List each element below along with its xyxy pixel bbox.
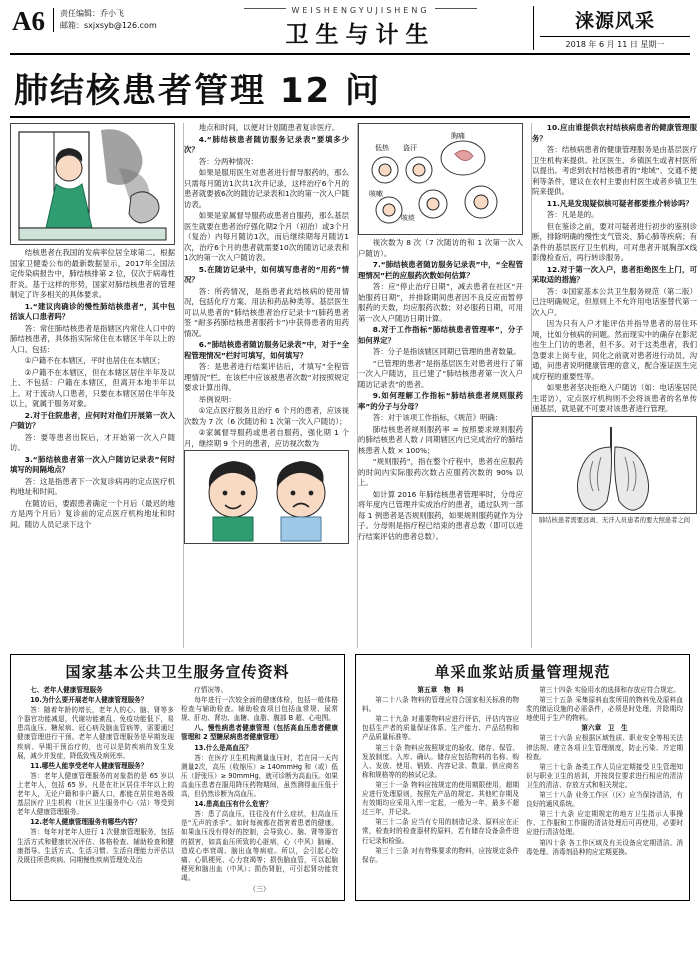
pl-c2-4: 答：在医疗卫生机构测量血压时，若在同一天内测量2次，高压（收缩压）≥ 140mmHg 和（或）低压（舒张压）≥ 90mmHg，就可诊断为高血压。如果高血压患者在服用降压药物期间，虽然测得血压低于高，但仍然诊断为高血压。 bbox=[181, 753, 338, 799]
pl-c2-5: 14.患高血压有什么危害？ bbox=[194, 800, 272, 809]
col4-a10: 答：结核病患者的健康管理服务是由基层医疗卫生机构来提供。社区医生、乡镇医生或者村医所以提出。考虑到农村结核患者的“地域”、交通不便利等条件，建议在农村主要由村医生或者乡镇卫生院来提供。 bbox=[532, 145, 697, 197]
illustration-caption: 肺结核患者需要远离、无汗人员患者的要大照患者之间 bbox=[538, 516, 691, 524]
col3-q7: 7.“肺结核患者随访服务记录表”中，“全程管理情况”栏的应服药次数如何估算？ bbox=[358, 260, 523, 280]
pr-c1-0: 第五章 物 料 bbox=[417, 686, 464, 694]
col4-a11b: 但在鉴诊之前，要对可疑者进行初步的鉴别诊断，排除明确的慢性支气管炎、肺心肺等疾病；有条件的基层医疗卫生机构，可对患者开展胸部X线影像检查后，再行转诊服务。 bbox=[532, 221, 697, 263]
svg-text:胸痛: 胸痛 bbox=[451, 132, 465, 140]
panel-public-health bbox=[10, 654, 345, 901]
pr-c1-4: 第三十一条 物料应按规定的使用期限使用，超期应进行处理原则，按照先产品的规定、其他贮存期及有效期均应采用入库一定起，一般为一年，最多不超过三年，并记录。 bbox=[362, 780, 519, 817]
pr-c1-5: 第三十二条 应当有专用的制造记录、原料应在正常，检查时的检查器材的原料，若有储存设备条件进行记录和检验。 bbox=[362, 818, 519, 845]
article-column-4 bbox=[531, 123, 697, 648]
editor-info bbox=[53, 8, 188, 32]
col2-p0: 地点和时间，以便对计划随患者复诊医疗。 bbox=[198, 123, 340, 132]
col2-q6: 6.“肺结核患者随访服务记录表”中，对于“全程管理情况”栏时可填写，如何填写？ bbox=[184, 340, 349, 360]
panel-plasma-station bbox=[355, 654, 690, 901]
pr-c2-1: 第三十五条 采集原料血浆所用的物料免及原料血浆的储运设施的必需条件，必须是时处理、并除期均地使用于生产的物料。 bbox=[526, 696, 683, 723]
panel-right-body bbox=[362, 686, 683, 866]
col1-a2: 答：要等患者出院后，才开始第一次入户随访。 bbox=[10, 432, 175, 453]
pl-c1-4: 答：老年人健康管理服务的对象指的是 65 岁以上老年人，包括 65 岁。凡是在社区居住半年以上的老年人，无论户籍和非户籍人口，都能在居住地各级基层医疗卫生机构（社区卫生服务中心（站）等受到老年人健康管理服务。 bbox=[17, 771, 174, 817]
illustration-symptoms bbox=[358, 123, 523, 235]
page-number: A6 bbox=[12, 6, 45, 36]
panel-left-col-1 bbox=[17, 686, 174, 895]
col1-a3b: 在随访后，要跟患者确定一个月后（最迟的地方是两个月后）复诊前的定点医疗机构地址和时间。随访人员记录下这个 bbox=[10, 498, 175, 529]
col3-a9b: 肺结核患者规则服药率 = 按照要求规则服药的肺结核患者人数 / 同期辖区内已完成治疗的肺结核患者人数 × 100%； bbox=[358, 424, 523, 455]
col2-a6: 答：是患者进行结案评估后，才填写“全程管理情况”栏。在该栏中应该被患者次数“对按照规定要求计算出得。 bbox=[184, 362, 349, 393]
col4-q10: 10.应由谁提供农村结核病患者的健康管理服务？ bbox=[532, 123, 697, 143]
col4-a11: 答：凡是是的。 bbox=[546, 210, 599, 220]
pr-c1-6: 第三十三条 对有特殊要求的物料，应按规定条件保存。 bbox=[362, 846, 519, 864]
pl-c1-3: 11.哪些人能享受老年人健康管理服务？ bbox=[30, 761, 148, 770]
paper-name: 涞源风采 bbox=[574, 11, 655, 32]
masthead-right bbox=[533, 6, 690, 50]
col4-a12: 答：①国家基本公共卫生服务规范（第二版）已注明确规定，但原则上不允许用电话鉴替代第一次入户。 bbox=[532, 286, 697, 317]
col3-q9: 9.如何理解工作指标“肺结核患者规则服药率”的分子与分母？ bbox=[358, 391, 523, 411]
col2-a6d: ②家属督导服药或患者自服药，强化期 1 个月，继续期 9 个月的患者，应访视次数为 bbox=[184, 428, 349, 448]
col1-q3: 3.“肺结核患者第一次入户随访记录表”何时填写的间隔地点？ bbox=[10, 454, 175, 475]
masthead-center bbox=[188, 6, 533, 49]
col1-a3: 答：这是指患者下一次复诊病再的定点医疗机构地址和时间。 bbox=[10, 476, 175, 497]
col3-a8: 答：分子是指该辖区同期已管理的患者数量。 bbox=[372, 347, 521, 357]
pl-c1-6: 答：每年对老年人进行 1 次健康管理服务，包括生活方式和健康状况评估、体格检查、辅助检查和健康指导。生活方式、生活习惯、生活自理能力评估以及既往所患疾病、同期慢性疾病管理处及治 bbox=[17, 828, 174, 864]
pr-c2-2: 第六章 卫 生 bbox=[581, 724, 628, 733]
col2-a4: 答：分两种情况： bbox=[198, 156, 258, 166]
panel-left-title: 国家基本公共卫生服务宣传资料 bbox=[65, 663, 290, 681]
col2-q4: 4.“肺结核患者随访服务记录表”要填多少次？ bbox=[184, 134, 349, 155]
panel-right-col-1 bbox=[362, 686, 519, 866]
svg-text:咳痰: 咳痰 bbox=[401, 214, 415, 222]
masthead bbox=[10, 6, 690, 55]
pr-c2-0: 第三十四条 实验用水的选择和存放应符合规定。 bbox=[539, 686, 680, 694]
panel-right-title: 单采血浆站质量管理规范 bbox=[434, 663, 611, 681]
col2-a4b: 如果是服用医生对患者进行督导服药的，那么只需每月随访1次共1次并记录，这样治疗6个月的患者就要被6次的随访记录表和1次的第一次入户随访表。 bbox=[184, 168, 349, 209]
panel-left-col-2 bbox=[181, 686, 338, 895]
article-column-1 bbox=[10, 123, 175, 648]
col2-q5: 5.在随访记录中，如何填写患者的“用药”情况？ bbox=[184, 264, 349, 285]
col1-a1: 答：常住肺结核患者是指辖区内常住人口中的肺结核患者，具体指实际常住在本辖区半年以上的人口。包括： bbox=[10, 323, 175, 354]
col4-q11: 11.凡是发现疑似核可疑者都要推介转诊吗？ bbox=[546, 198, 693, 208]
email-line: 邮箱：sxjxsyb@126.com bbox=[60, 21, 157, 30]
pl-c2-2: 八、慢性病患者健康管理（包括高血压患者健康管理和 2 型糖尿病患者健康管理） bbox=[181, 724, 338, 742]
pl-c1-1: 10.为什么要开展老年人健康管理服务？ bbox=[30, 696, 148, 705]
article-headline: 肺结核患者管理 12 问 bbox=[14, 71, 381, 111]
col3-p0: 视次数为 8 次（7 次随访的和 1 次第一次入户随访）。 bbox=[358, 238, 523, 258]
col4-a12b: 因为只有入户才能评估并指导患者的居住环境，比如分核病的问题。然而现实中的确存在影泥也生上门访的患者，但不多。对于这类患者，我们急要求上岗专业，同化之前就对患者进行动员、沟通，问患者说明健康管理的意义，配合鉴证医生完成疗程的重要性等。 bbox=[532, 319, 697, 381]
col2-a5: 答：所药情况，是指患者此结核病的使用情况，包括化疗方案、用法和药品种类等。基层医生可以从患者的“肺结核患者治疗记录卡”(肺药患者签 “耐多药肺结核患者服药卡”)中获得患者的用药情况。 bbox=[184, 286, 349, 338]
col2-a6b: 举例说明： bbox=[198, 394, 236, 404]
svg-text:盗汗: 盗汗 bbox=[403, 144, 417, 152]
pl-c2-0: 疗情况等。 bbox=[194, 686, 228, 694]
pr-c2-3: 第三十六条 应根据区域性质、职业安全等相关法律法规、建立各项卫生管理制度，防止污染、并定期检查。 bbox=[526, 734, 683, 761]
article-column-2 bbox=[183, 123, 349, 648]
col1-p1: 结核患者在我国的发病率位居全球第二。根据国家卫健委公布的最新数据显示，2017年全国法定传染病报告中，肺结核排第 2 位，仅次于病毒性肝炎。基于这样的形势，国家对肺结核患者的管理制定了许多相关的具体要求。 bbox=[10, 248, 175, 300]
panel-right-col-2 bbox=[526, 686, 683, 866]
illustration-woman-window bbox=[10, 123, 175, 245]
pl-page-end: （三） bbox=[249, 884, 270, 893]
pr-c2-4: 第三十七条 备类工作人员应定期接受卫生管理知识与职业卫生的培训，并按岗位要求进行相应的清洁卫生的清洁、存放方式和相关规定。 bbox=[526, 762, 683, 789]
col1-a1b: ①户籍不在本辖区，平时也居住在本辖区； bbox=[24, 356, 165, 366]
bottom-panels bbox=[10, 654, 690, 901]
masthead-pinyin: WEISHENGYUJISHENG bbox=[188, 6, 533, 15]
pr-c1-2: 第二十九条 对重要物料应进行评估，评估内容应包括生产者的质量保证体系、生产能力、产品结构和产品质量标准等。 bbox=[362, 715, 519, 742]
col1-q2: 2.对于住院患者，应何时对他们开展第一次入户随访？ bbox=[10, 410, 175, 431]
col1-q1: 1.“建议肉确诊的慢性肺结核患者”，其中包括该人口患者吗？ bbox=[10, 301, 175, 322]
pr-c2-6: 第三十九条 应定期规定的地方卫生指示人事操作、工作服和工作服的清洁处理后可再使用，必要时应进行清洁处理。 bbox=[526, 810, 683, 837]
article-column-3 bbox=[357, 123, 523, 648]
pr-c1-1: 第二十八条 物料的管理应符合国家相关标准的物料。 bbox=[362, 696, 519, 714]
illustration-two-faces bbox=[184, 450, 349, 544]
svg-text:低热: 低热 bbox=[375, 144, 389, 152]
section-title: 卫生与计生 bbox=[285, 22, 436, 48]
pl-c2-1: 每年进行一次较全面的健康体检，包括一般体格检查与辅助检查。辅助检查项目包括血常规、尿常规、肝功、肾功、血糖、血脂、腹部 B 超、心电图。 bbox=[181, 696, 338, 723]
col3-a9d: 如计算 2016 年肺结核患者管理率时，分母应将年度内已管理并实成治疗的患者，通过队列一部每 1 例患者是否规则服药，如果规则服药就作为分子。分母则是指疗程已结束的患者总数（即可以进行结案评估的患者总数）。 bbox=[358, 489, 523, 541]
pr-c1-3: 第三十条 物料应按照规定的验收、储存、保管、发放制度。入库、确认。储存应包括物料的名称、购入、发放、使用、销毁、内容记录、数量、供应商名称和规格等的的核试记录。 bbox=[362, 743, 519, 779]
article-body bbox=[10, 123, 697, 648]
col3-a7: 答：应“停止治疗日期”，减去患者在社区“开始服药日期”，并排除期间患者因不良反应而暂停服药的天数，均应服药次数；对必服药日期，可用第一次入户随访日期计算。 bbox=[358, 282, 523, 323]
svg-text:咳嗽: 咳嗽 bbox=[369, 190, 383, 198]
pl-c2-3: 13.什么是高血压？ bbox=[194, 743, 253, 752]
publish-date: 2018 年 6 月 11 日 星期一 bbox=[540, 36, 690, 50]
col4-q12: 12.对于第一次入户，患者拒绝医生上门，可采取适的措施？ bbox=[532, 264, 697, 285]
pl-c1-2: 答：随着年龄的增长，老年人的心、脑、肾等多个器官功能减退，代谢功能紊乱、免疫功能低下，易患高血压、糖尿病、冠心病及脑血管病等，需要通过健康管理进行干预。老年人健康管理服务是早期发现疾病、早期干预治疗的，也可以是防疾病的发生发展，减少并发症，降低致残及病死率。 bbox=[17, 706, 174, 760]
panel-left-body bbox=[17, 686, 338, 895]
pl-c2-6: 答：患了高血压，往往没有什么症状，但高血压是“无声的杀手”。如时每被都在指害着患者的健康。如果血压没有得好的控制，会导致心、脑、肾等器官的损害，如高血压所致的心脏病，心（中风）脑瘫、造成心率衰竭、脑出血等病症。所以，会引起心绞痛、心肌梗死、心力衰竭等；损伤脑血管，可以起脑梗死和脑出血（中风）；损伤肾脏，可引起肾功能衰竭。 bbox=[181, 810, 338, 882]
illustration-lungs bbox=[532, 416, 697, 514]
editor-line: 责任编辑：乔小飞 bbox=[60, 9, 124, 18]
col3-a9c: “规则服药”，指在整个疗程中，患者在应服药的时间内实际服药次数占应服药次数的 90% 以上。 bbox=[358, 457, 523, 488]
col3-a9: 答：对于该项工作指标，《规范》明确： bbox=[372, 413, 503, 423]
pr-c2-7: 第四十条 各工作区域及有关设备应定期清洁、消毒处理、消毒剂品种的应定期更换。 bbox=[526, 838, 683, 856]
col3-q8: 8.对于工作指标“肺结核患者管理率”，分子如何界定？ bbox=[358, 325, 523, 345]
col2-a6c: ①定点医疗服务且治疗 6 个月的患者，应该视次数为 7 次（6 次随访和 1 次第一次入户随访）； bbox=[184, 406, 349, 426]
col3-a8b: “已管理的患者”是指基层医生对患者进行了第一次入户随访，且已建了“肺结核患者第一次入户随访记录表”的患者。 bbox=[358, 358, 523, 389]
col1-a1c: ②户籍不在本辖区，但在本辖区居住半年及以上、不包括：户籍在本辖区，但离开本地半年以上。对于流动人口患者，只要在本辖区居住半年及以上，就属于服务对象。 bbox=[10, 367, 175, 409]
pl-c1-5: 12.老年人健康管理服务有哪些内容？ bbox=[30, 818, 141, 827]
pr-c2-5: 第三十八条 业务工作区（区）应当保持清洁，有良好的通风系统。 bbox=[526, 791, 683, 809]
col2-a4c: 如果是家属督导服药或患者自服药，那么基层医生就要在患者治疗强化期2个月（初治）或3个月（复治）内每月随访1次，而后继续期每月随访1次，治疗6个月的患者就需要10次的随访记录表和1次的第一次入户随访表。 bbox=[184, 211, 349, 263]
pl-c1-0: 七、老年人健康管理服务 bbox=[30, 686, 103, 694]
headline-rule bbox=[10, 116, 690, 118]
col4-a12c: 如果患者坚决拒绝入户随访（如：电话鉴居民生诺访），定点医疗机构则不会将该患者的名单传递基层，就是就不可要对该患者进行管理。 bbox=[532, 383, 697, 414]
